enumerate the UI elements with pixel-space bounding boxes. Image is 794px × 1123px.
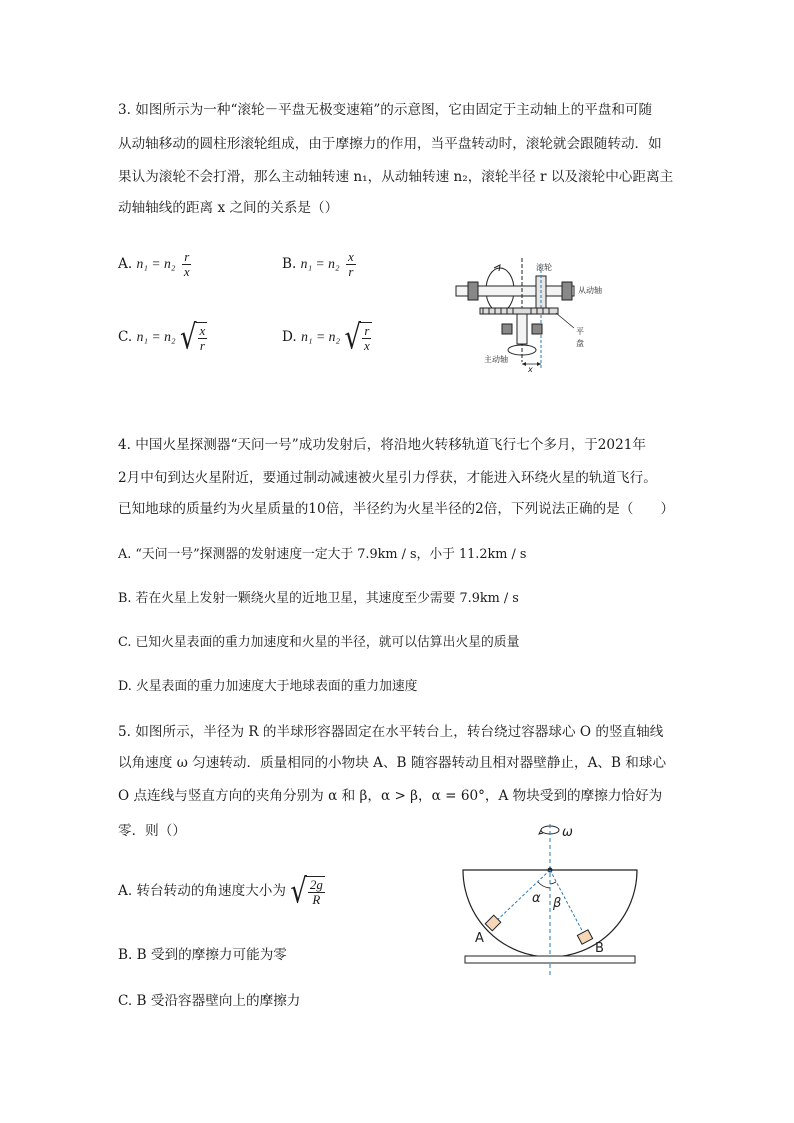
disk-label-1: 平 <box>576 327 584 336</box>
q4-option-d: D. 火星表面的重力加速度大于地球表面的重力加速度 <box>118 679 418 694</box>
hemisphere-diagram <box>455 818 645 978</box>
q5-option-a-sqrt: √ $\frac{2g}{R}$ <box>290 872 323 911</box>
q3-option-a <box>118 250 192 279</box>
flat-disk <box>480 308 558 314</box>
q3-option-b-lhs: n₁ = n₂ <box>300 256 340 271</box>
q5-line-4: 零．则（） <box>118 823 186 839</box>
q4-line-2: 2月中旬到达火星附近，要通过制动减速被火星引力俘获，才能进入环绕火星的轨道飞行。 <box>118 470 657 486</box>
q5-option-b: B. B 受到的摩擦力可能为零 <box>118 947 287 963</box>
q3-option-a-label: A. <box>118 256 133 272</box>
roller-label: 滚轮 <box>536 263 552 272</box>
q5-line-3: O 点连线与竖直方向的夹角分别为 α 和 β，α > β，α = 60°，A 物块受到的摩擦力恰好为 <box>118 788 663 804</box>
q5-option-c: C. B 受沿容器壁向上的摩擦力 <box>118 993 301 1009</box>
block-a <box>485 915 501 931</box>
q4-option-c: C. 已知火星表面的重力加速度和火星的半径，就可以估算出火星的质量 <box>118 635 520 650</box>
q5-option-a-text: A. 转台转动的角速度大小为 <box>118 883 286 899</box>
q3-line-3: 果认为滚轮不会打滑，那么主动轴转速 n₁，从动轴转速 n₂，滚轮半径 r 以及滚轮中心距离主 <box>118 169 674 185</box>
gearbox-diagram <box>450 250 620 375</box>
q3-option-d-label: D. <box>282 329 297 345</box>
q3-option-b-label: B. <box>282 256 297 272</box>
disk-label-2: 盘 <box>576 339 584 348</box>
q5-option-a <box>118 872 325 911</box>
q3-option-b-fraction: $\frac{x}{r}$ <box>348 249 354 279</box>
alpha-label: α <box>532 891 541 906</box>
q3-line-2: 从动轴移动的圆柱形滚轮组成，由于摩擦力的作用，当平盘转动时，滚轮就会跟随转动．如 <box>118 136 662 152</box>
q3-option-d <box>282 318 372 357</box>
block-b <box>577 930 592 944</box>
q4-option-a: A. “天问一号”探测器的发射速度一定大于 7.9km / s，小于 11.2km / s <box>118 547 527 562</box>
q3-line-1: 3. 如图所示为一种“滚轮－平盘无极变速箱”的示意图，它由固定于主动轴上的平盘和可随 <box>118 102 653 118</box>
q3-option-c-label: C. <box>118 329 133 345</box>
beta-label: β <box>553 896 562 911</box>
q3-option-c <box>118 318 207 357</box>
driven-shaft-label: 从动轴 <box>578 286 602 295</box>
q5-line-1: 5. 如图所示，半径为 R 的半球形容器固定在水平转台上，转台绕过容器球心 O 的竖直轴线 <box>118 724 664 740</box>
q3-line-4: 动轴轴线的距离 x 之间的关系是（） <box>118 200 339 216</box>
turntable <box>465 956 635 963</box>
q3-option-b <box>282 250 356 279</box>
q3-option-c-sqrt: √ $\frac{x}{r}$ <box>179 318 206 357</box>
q3-option-a-fraction: $\frac{r}{x}$ <box>183 249 190 279</box>
q5-line-2: 以角速度 ω 匀速转动．质量相同的小物块 A、B 随容器转动且相对器壁静止，A、B 和球心 <box>118 755 667 771</box>
q4-line-1: 4. 中国火星探测器“天问一号”成功发射后，将沿地火转移轨道飞行七个多月，于2021年 <box>118 437 646 453</box>
q3-option-d-sqrt: √ $\frac{r}{x}$ <box>344 318 370 357</box>
omega-label: ω <box>562 825 573 840</box>
x-dimension-label: x <box>528 365 533 374</box>
q3-option-d-lhs: n₁ = n₂ <box>301 329 341 344</box>
block-b-label: B <box>595 941 604 956</box>
drive-shaft-label: 主动轴 <box>484 355 508 364</box>
q3-option-c-lhs: n₁ = n₂ <box>136 329 176 344</box>
q4-line-3: 已知地球的质量约为火星质量的10倍，半径约为火星半径的2倍，下列说法正确的是（ ） <box>118 501 675 517</box>
block-a-label: A <box>475 931 484 946</box>
q4-option-b: B. 若在火星上发射一颗绕火星的近地卫星，其速度至少需要 7.9km / s <box>118 591 519 606</box>
q3-option-a-lhs: n₁ = n₂ <box>136 256 176 271</box>
